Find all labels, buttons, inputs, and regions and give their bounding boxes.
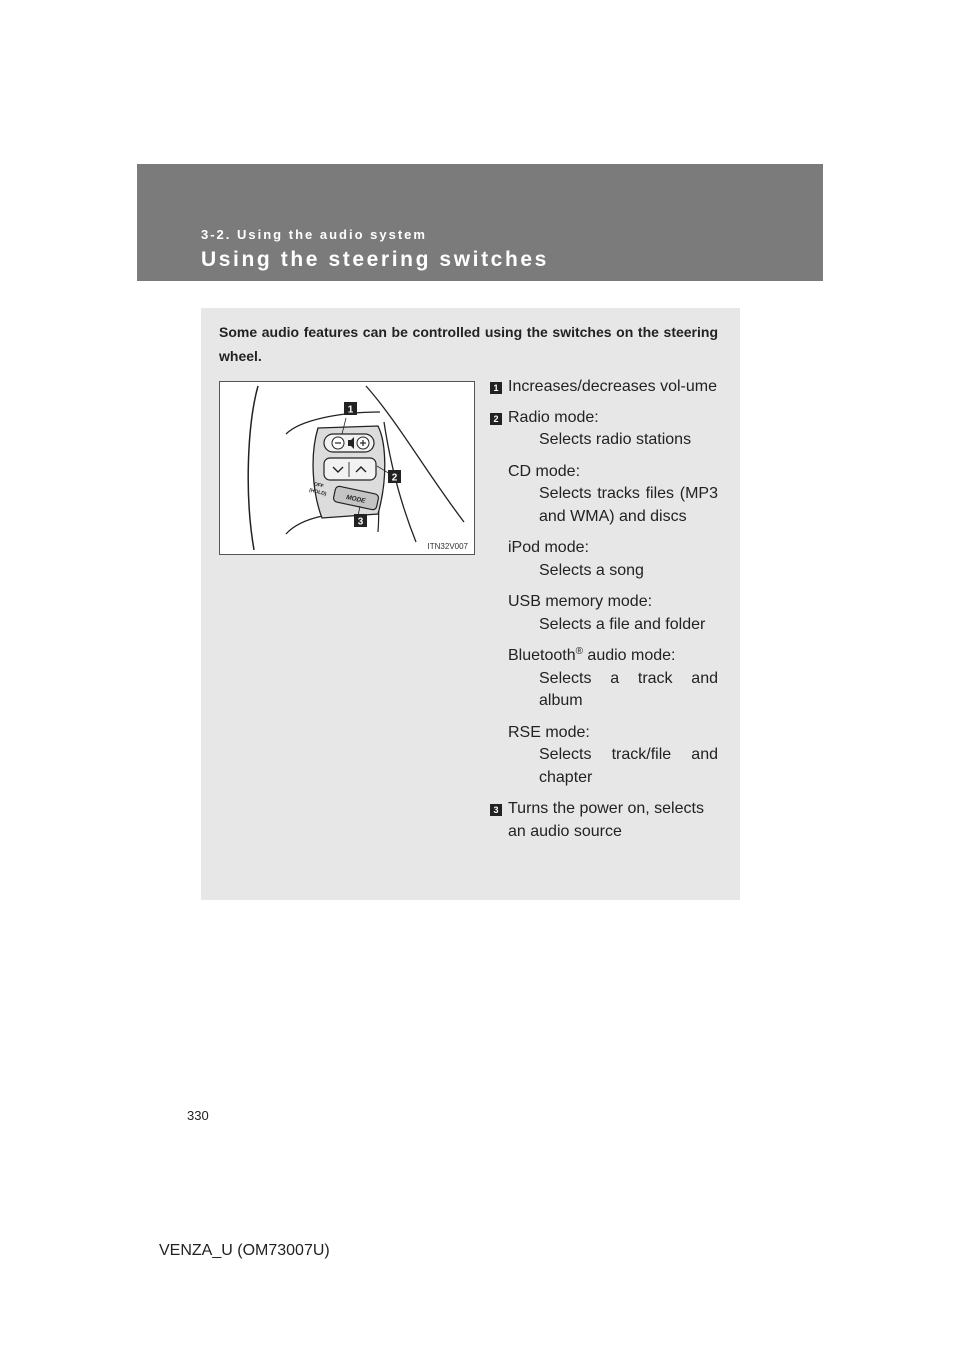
intro-text: Some audio features can be controlled using the switches on the steering wheel. — [219, 324, 718, 364]
page-title: Using the steering switches — [201, 248, 549, 271]
list-item — [490, 376, 718, 399]
off-label: OFF — [313, 481, 325, 490]
callout-3: 3 — [357, 516, 364, 528]
mode-entry — [508, 645, 718, 713]
item-number-badge: 3 — [490, 804, 502, 816]
hold-label: (HOLD) — [308, 487, 327, 498]
section-header — [137, 164, 823, 281]
list-item — [490, 407, 718, 790]
callout-1: 1 — [347, 404, 354, 416]
item-text: Turns the power on, selects an audio source — [508, 800, 704, 840]
mode-detail: Selects radio stations — [539, 431, 692, 448]
mode-entry — [508, 461, 718, 529]
item-number-badge: 2 — [490, 413, 502, 425]
section-label: 3-2. Using the audio system — [201, 227, 427, 242]
steering-switch-drawing — [220, 382, 474, 554]
figure-code: ITN32V007 — [427, 542, 468, 551]
mode-entry — [508, 722, 718, 790]
document-code: VENZA_U (OM73007U) — [159, 1242, 330, 1259]
mode-entry — [508, 591, 718, 636]
page-number: 330 — [187, 1108, 209, 1123]
mode-label: iPod mode: — [508, 539, 589, 556]
callout-2: 2 — [391, 472, 398, 484]
mode-label-row — [508, 645, 718, 668]
mode-detail: Selects a file and folder — [539, 615, 706, 633]
list-item — [490, 798, 718, 843]
mode-entry — [508, 537, 718, 582]
mode-label: RSE mode: — [508, 723, 590, 741]
mode-detail: Selects a song — [539, 561, 644, 579]
mode-label: Radio mode: — [508, 408, 599, 426]
callout-descriptions — [490, 376, 718, 843]
mode-label-suffix: audio mode: — [582, 647, 676, 664]
mode-label: USB memory mode: — [508, 593, 653, 610]
registered-mark: ® — [575, 646, 583, 657]
mode-detail: Selects a track and album — [539, 669, 718, 709]
mode-switch-label: MODE — [345, 494, 366, 505]
mode-label: CD mode: — [508, 462, 581, 480]
mode-detail: Selects tracks files (MP3 and WMA) and discs — [539, 485, 718, 525]
item-text: Increases/decreases vol-ume — [508, 378, 717, 395]
steering-switch-illustration — [219, 381, 475, 555]
mode-detail: Selects track/file and chapter — [539, 746, 718, 786]
content-box — [201, 308, 740, 900]
item-number-badge: 1 — [490, 382, 502, 394]
mode-label: Bluetooth — [508, 647, 576, 664]
